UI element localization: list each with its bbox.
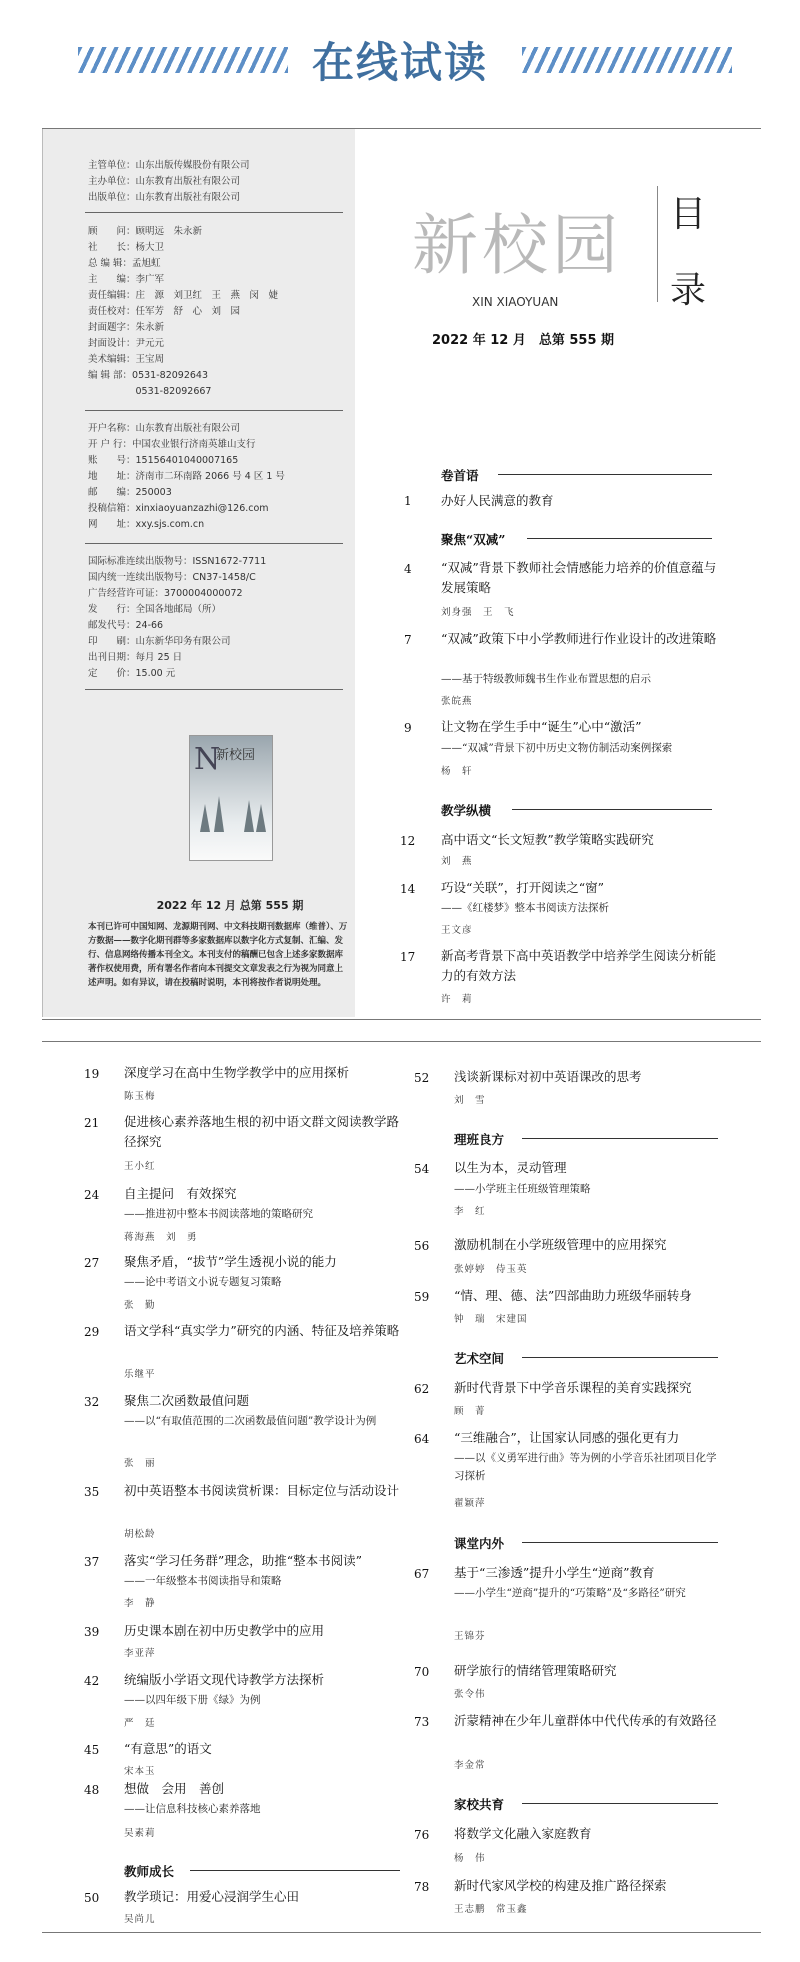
toc-entry-author: 吴尚儿 — [124, 1914, 156, 1925]
publication-numbers: 国际标准连续出版物号：ISSN1672-7711 国内统一连续出版物号：CN37-1458/C 广告经营许可证：3700004000072 发 行：全国各地邮局（所） 邮发代号：24-66 印 刷：山东新华印务有限公司 出刊日期：每月 25 日 定 价：15.00 元 — [88, 556, 267, 679]
page-number: 52 — [414, 1071, 430, 1085]
cover-caption: 2022 年 12 月 总第 555 期 — [156, 899, 304, 912]
toc-entry-author: 王志鹏 常玉鑫 — [454, 1904, 528, 1915]
toc-entry-title[interactable]: 浅谈新课标对初中英语课改的思考 — [454, 1069, 642, 1084]
page-number: 45 — [84, 1743, 100, 1757]
decorative-stripes-right — [522, 47, 732, 73]
section-heading: 家校共育 — [454, 1797, 505, 1812]
toc-entry-author: 刘 燕 — [441, 856, 473, 867]
magazine-logo: 新校园 — [412, 207, 622, 284]
toc-entry-author: 王小红 — [124, 1161, 156, 1172]
section-heading: 理班良方 — [454, 1132, 505, 1147]
toc-entry-subtitle: ——让信息科技核心素养落地 — [124, 1803, 261, 1815]
page-number: 17 — [400, 950, 416, 964]
section-rule — [527, 538, 712, 539]
section-rule — [522, 1357, 718, 1358]
section-heading: 课堂内外 — [454, 1536, 505, 1551]
page-number: 24 — [84, 1188, 100, 1202]
toc-entry-title[interactable]: 巧设“关联”，打开阅读之“窗” — [441, 880, 605, 895]
toc-entry-title[interactable]: 深度学习在高中生物学教学中的应用探析 — [124, 1065, 350, 1080]
page-number: 42 — [84, 1674, 100, 1688]
toc-entry-author: 宋本玉 — [124, 1766, 156, 1777]
divider — [657, 186, 658, 302]
toc-entry-title[interactable]: “有意思”的语文 — [124, 1741, 212, 1756]
toc-entry-subtitle: ——以四年级下册《绿》为例 — [124, 1694, 261, 1706]
page-number: 9 — [404, 721, 412, 735]
section-rule — [512, 809, 712, 810]
toc-entry-subtitle: ——以《义勇军进行曲》等为例的小学音乐社团项目化学习探析 — [454, 1452, 717, 1482]
toc-entry-title[interactable]: 以生为本，灵动管理 — [454, 1160, 567, 1175]
divider — [85, 543, 343, 544]
toc-entry-author: 王锦芬 — [454, 1631, 486, 1642]
toc-entry-title[interactable]: 初中英语整本书阅读赏析课：目标定位与活动设计 — [124, 1483, 400, 1498]
divider — [85, 410, 343, 411]
editorial-staff: 顾 问：顾明远 朱永新 社 长：杨大卫 总 编 辑：孟旭虹 主 编：李广军 责任编辑：庄 源 刘卫红 王 燕 闵 婕 责任校对：任军芳 舒 心 刘 园 封面题字：朱永新 封面设计：尹元元 美术编辑：王宝周 编 辑 部：0531-82092643 0531-82092667 — [88, 226, 279, 397]
publisher-info: 主管单位：山东出版传媒股份有限公司 主办单位：山东教育出版社有限公司 出版单位：山东教育出版社有限公司 — [88, 160, 250, 203]
toc-entry-title[interactable]: 将数学文化融入家庭教育 — [454, 1826, 592, 1841]
tree-shape — [200, 804, 210, 832]
toc-entry-author: 许 莉 — [441, 994, 473, 1005]
toc-entry-title[interactable]: 聚焦二次函数最值问题 — [124, 1393, 250, 1408]
toc-entry-author: 蒋海燕 刘 勇 — [124, 1232, 198, 1243]
toc-entry-subtitle: ——小学班主任班级管理策略 — [454, 1183, 591, 1195]
toc-entry-subtitle: ——“双减”背景下初中历史文物仿制活动案例探索 — [441, 742, 673, 754]
page-number: 14 — [400, 882, 416, 896]
page-number: 62 — [414, 1382, 430, 1396]
toc-entry-author: 张 勤 — [124, 1300, 156, 1311]
toc-entry-author: 王文彦 — [441, 925, 473, 936]
toc-entry-author: 吴素莉 — [124, 1828, 156, 1839]
section-rule — [522, 1803, 718, 1804]
toc-entry-author: 张令伟 — [454, 1689, 486, 1700]
toc-entry-title[interactable]: 研学旅行的情绪管理策略研究 — [454, 1663, 617, 1678]
page-number: 50 — [84, 1891, 100, 1905]
section-heading: 艺术空间 — [454, 1351, 505, 1366]
page-number: 76 — [414, 1828, 430, 1842]
toc-entry-author: 张婷婷 侍玉英 — [454, 1264, 528, 1275]
section-heading: 教师成长 — [124, 1864, 175, 1879]
page-number: 29 — [84, 1325, 100, 1339]
page-number: 1 — [404, 494, 412, 508]
page-number: 35 — [84, 1485, 100, 1499]
toc-entry-author: 胡松龄 — [124, 1529, 156, 1540]
page-number: 21 — [84, 1116, 100, 1130]
toc-entry-author: 杨 轩 — [441, 766, 473, 777]
page-title: 在线试读 — [311, 38, 488, 87]
page-number: 78 — [414, 1880, 430, 1894]
divider — [85, 212, 343, 213]
toc-entry-title[interactable]: 聚焦矛盾，“拔节”学生透视小说的能力 — [124, 1254, 337, 1269]
page-number: 64 — [414, 1432, 430, 1446]
section-heading: 卷首语 — [441, 468, 479, 483]
page-number: 48 — [84, 1783, 100, 1797]
toc-entry-title[interactable]: 新时代家风学校的构建及推广路径探索 — [454, 1878, 667, 1893]
toc-entry-title[interactable]: 沂蒙精神在少年儿童群体中代代传承的有效路径 — [454, 1713, 717, 1728]
page-number: 37 — [84, 1555, 100, 1569]
toc-entry-subtitle: ——一年级整本书阅读指导和策略 — [124, 1575, 282, 1587]
toc-entry-author: 张 丽 — [124, 1458, 156, 1469]
toc-entry-subtitle: ——论中考语文小说专题复习策略 — [124, 1276, 282, 1288]
section-heading: 教学纵横 — [441, 803, 492, 818]
tree-shape — [244, 800, 254, 832]
toc-heading: 目 — [670, 194, 707, 235]
account-info: 开户名称：山东教育出版社有限公司 开 户 行：中国农业银行济南英雄山支行 账 号：15156401040007165 地 址：济南市二环南路 2066 号 4 区 1 号 邮 编：250003 投稿信箱：xinxiaoyuanzazhi@126.com 网 址：xxy.sjs.com.cn — [88, 423, 285, 530]
toc-entry-title[interactable]: 自主提问 有效探究 — [124, 1186, 237, 1201]
cover-letter: N — [194, 742, 221, 777]
magazine-name-pinyin: XIN XIAOYUAN — [472, 295, 559, 309]
toc-entry-title[interactable]: 想做 会用 善创 — [124, 1781, 225, 1796]
section-heading: 聚焦“双减” — [441, 532, 506, 547]
toc-entry-title[interactable]: 落实“学习任务群”理念，助推“整本书阅读” — [124, 1553, 363, 1568]
toc-entry-author: 严 廷 — [124, 1718, 156, 1729]
toc-entry-author: 刘身强 王 飞 — [441, 607, 515, 618]
tree-shape — [214, 796, 224, 832]
toc-entry-author: 李亚萍 — [124, 1648, 156, 1659]
decorative-stripes-left — [78, 47, 288, 73]
toc-entry-author: 李金常 — [454, 1760, 486, 1771]
toc-entry-author: 李 静 — [124, 1598, 156, 1609]
toc-entry-title[interactable]: 统编版小学语文现代诗教学方法探析 — [124, 1672, 325, 1687]
page-number: 32 — [84, 1395, 100, 1409]
page-number: 70 — [414, 1665, 430, 1679]
page-number: 27 — [84, 1256, 100, 1270]
tree-shape — [256, 804, 266, 832]
section-rule — [498, 474, 712, 475]
toc-entry-title[interactable]: 新高考背景下高中英语教学中培养学生阅读分析能力的有效方法 — [441, 948, 717, 983]
toc-entry-subtitle: ——基于特级教师魏书生作业布置思想的启示 — [441, 673, 651, 685]
copyright-notice: 本刊已许可中国知网、龙源期刊网、中文科技期刊数据库（维普）、万方数据——数字化期刊群等多家数据库以数字化方式复制、汇编、发行、信息网络传播本刊全文。本刊支付的稿酬已包含上述多家数据库著作权使用费，所有署名作者向本刊提交文章发表之行为视为同意上述声明。如有异议，请在投稿时说明，本刊将按作者说明处理。 — [88, 922, 348, 988]
toc-entry-author: 李 红 — [454, 1206, 486, 1217]
toc-entry-title[interactable]: “三维融合”，让国家认同感的强化更有力 — [454, 1430, 680, 1445]
toc-entry-title[interactable]: 让文物在学生手中“诞生”心中“激活” — [441, 719, 642, 734]
cover-thumbnail — [189, 735, 273, 861]
toc-entry-author: 陈玉梅 — [124, 1091, 156, 1102]
toc-entry-title[interactable]: “双减”背景下教师社会情感能力培养的价值意蕴与发展策略 — [441, 560, 717, 595]
section-rule — [522, 1542, 718, 1543]
toc-entry-author: 乐继平 — [124, 1369, 156, 1380]
page-divider — [42, 1932, 761, 1933]
toc-entry-subtitle: ——以“有取值范围的二次函数最值问题”教学设计为例 — [124, 1415, 377, 1427]
toc-entry-subtitle: ——小学生“逆商”提升的“巧策略”及“多路径”研究 — [454, 1587, 686, 1599]
toc-entry-title[interactable]: 教学琐记：用爱心浸润学生心田 — [124, 1889, 300, 1904]
page-number: 19 — [84, 1067, 100, 1081]
page-number: 54 — [414, 1162, 430, 1176]
toc-entry-title[interactable]: “双减”政策下中小学教师进行作业设计的改进策略 — [441, 631, 717, 646]
toc-entry-title[interactable]: 办好人民满意的教育 — [441, 493, 554, 508]
toc-entry-title[interactable]: 新时代背景下中学音乐课程的美育实践探究 — [454, 1380, 692, 1395]
toc-entry-author: 张皖燕 — [441, 696, 473, 707]
toc-entry-subtitle: ——推进初中整本书阅读落地的策略研究 — [124, 1208, 313, 1220]
toc-entry-title[interactable]: 促进核心素养落地生根的初中语文群文阅读教学路径探究 — [124, 1114, 400, 1149]
toc-entry-author: 翟颖萍 — [454, 1498, 486, 1509]
page-number: 4 — [404, 562, 412, 576]
toc-entry-author: 钟 瑞 宋建国 — [454, 1314, 528, 1325]
section-rule — [522, 1138, 718, 1139]
toc-entry-title[interactable]: 历史课本剧在初中历史教学中的应用 — [124, 1623, 325, 1638]
page-number: 12 — [400, 834, 416, 848]
toc-entry-title[interactable]: 激励机制在小学班级管理中的应用探究 — [454, 1237, 667, 1252]
toc-entry-title[interactable]: 语文学科“真实学力”研究的内涵、特征及培养策略 — [124, 1323, 400, 1338]
toc-entry-subtitle: ——《红楼梦》整本书阅读方法探析 — [441, 902, 609, 914]
cover-title: 新校园 — [216, 748, 256, 763]
issue-line: 2022 年 12 月 总第 555 期 — [432, 333, 615, 348]
toc-entry-title[interactable]: 基于“三渗透”提升小学生“逆商”教育 — [454, 1565, 655, 1580]
toc-heading: 录 — [670, 270, 707, 311]
toc-entry-title[interactable]: “情、理、德、法”四部曲助力班级华丽转身 — [454, 1288, 692, 1303]
page-divider — [42, 1041, 761, 1042]
toc-entry-author: 刘 雪 — [454, 1095, 486, 1106]
page-number: 7 — [404, 633, 412, 647]
page-number: 73 — [414, 1715, 430, 1729]
toc-entry-author: 顾 菁 — [454, 1406, 486, 1417]
toc-entry-title[interactable]: 高中语文“长文短教”教学策略实践研究 — [441, 832, 654, 847]
toc-entry-author: 杨 伟 — [454, 1853, 486, 1864]
section-rule — [190, 1870, 400, 1871]
page-number: 67 — [414, 1567, 430, 1581]
page-number: 56 — [414, 1239, 430, 1253]
page-number: 39 — [84, 1625, 100, 1639]
page-number: 59 — [414, 1290, 430, 1304]
divider — [85, 689, 343, 690]
